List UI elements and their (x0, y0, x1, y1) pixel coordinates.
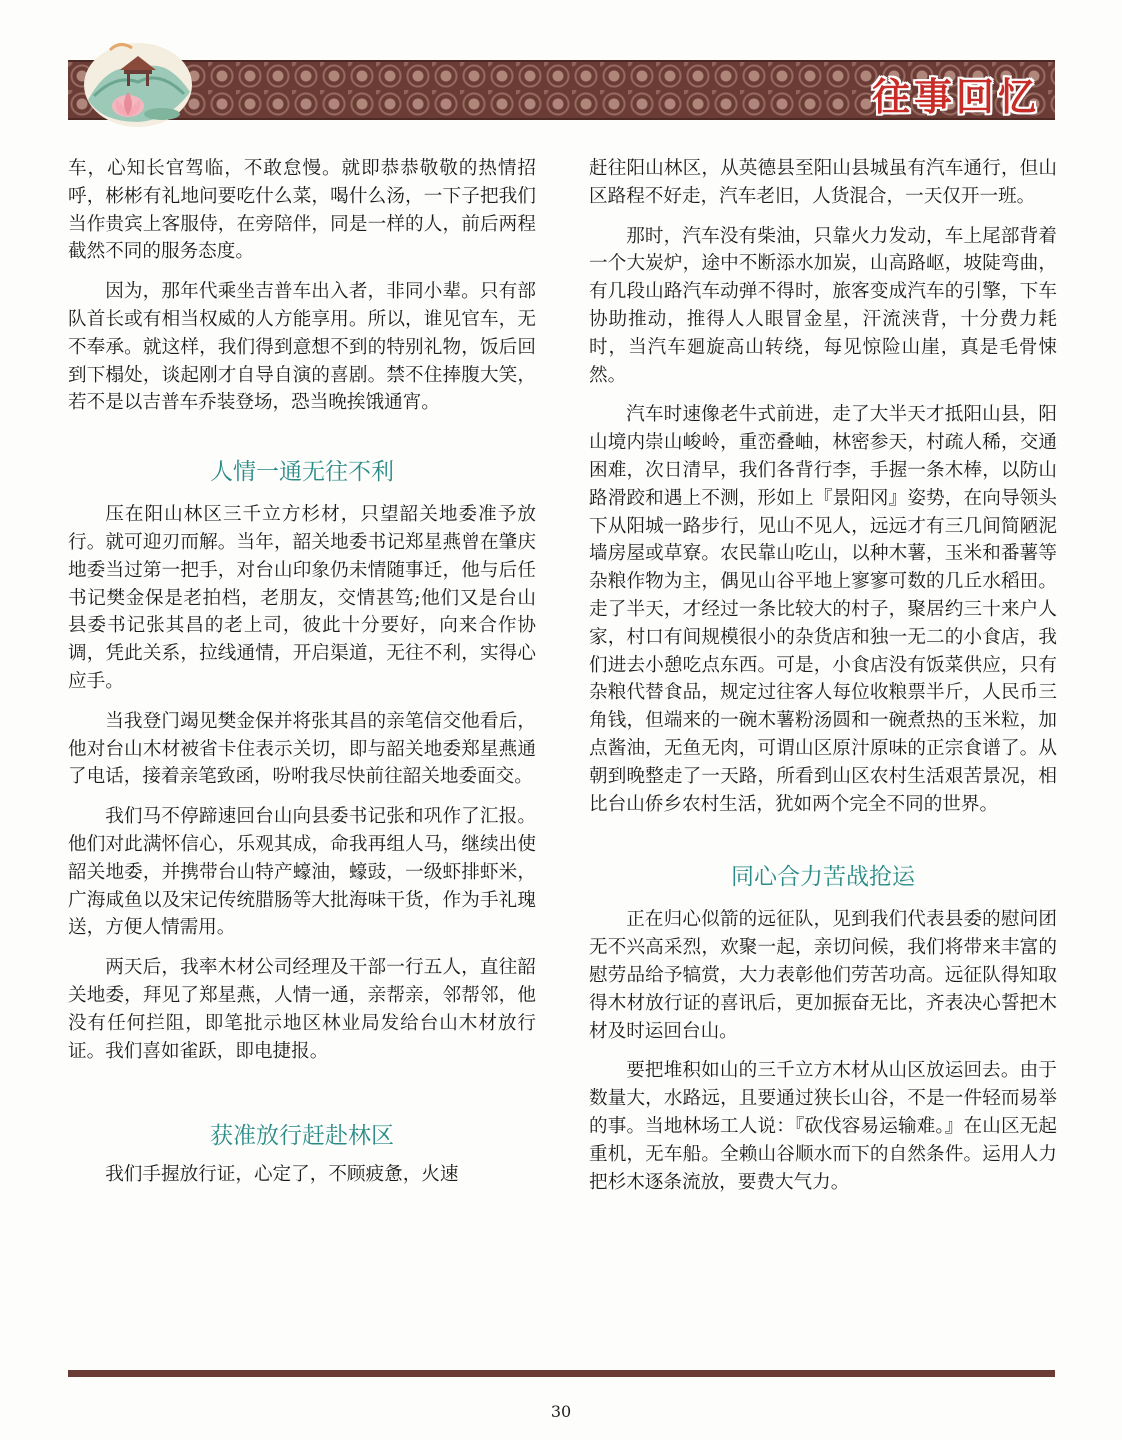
paragraph: 车，心知长官驾临，不敢怠慢。就即恭恭敬敬的热情招呼，彬彬有礼地问要吃什么菜，喝什么汤，一下子把我们当作贵宾上客服侍，在旁陪伴，同是一样的人，前后两程截然不同的服务态度。 (68, 158, 536, 263)
paragraph: 赶往阳山林区，从英德县至阳山县城虽有汽车通行，但山区路程不好走，汽车老旧，人货混合，一天仅开一班。 (589, 158, 1057, 207)
paragraph: 压在阳山林区三千立方杉材，只望韶关地委准予放行。就可迎刃而解。当年，韶关地委书记郑星燕曾在肇庆地委当过第一把手，对台山印象仍未情随事迁，他与后任书记樊金保是老拍档，老朋友，交情甚笃;他们又是台山县委书记张其昌的老上司，彼此十分要好，向来合作协调，凭此关系，拉线通情，开启渠道，无往不利，实得心应手。 (68, 504, 536, 692)
section-heading: 同心合力苦战抢运 (731, 864, 915, 891)
section-title: 往事回忆 (871, 74, 1040, 119)
pavilion-lotus-emblem-icon (80, 30, 196, 130)
paragraph: 正在归心似箭的远征队，见到我们代表县委的慰问团无不兴高采烈，欢聚一起，亲切问候，我们将带来丰富的慰劳品给予犒赏，大力表彰他们劳苦功高。远征队得知取得木材放行证的喜讯后，更加振奋无比，齐表决心誓把木材及时运回台山。 (589, 909, 1057, 1042)
paragraph: 那时，汽车没有柴油，只靠火力发动，车上尾部背着一个大炭炉，途中不断添水加炭，山高路岖，坡陡弯曲，有几段山路汽车动弹不得时，旅客变成汽车的引擎，下车协助推动，推得人人眼冒金星，汗流浃背，十分费力耗时，当汽车廻旋高山转绕，每见惊险山崖，真是毛骨悚然。 (589, 225, 1057, 386)
paragraph: 因为，那年代乘坐吉普车出入者，非同小辈。只有部队首长或有相当权威的人方能享用。所以，谁见官车，无不奉承。就这样，我们得到意想不到的特别礼物，饭后回到下榻处，谈起刚才自导自演的喜剧。禁不住捧腹大笑，若不是以吉普车乔装登场，恐当晚挨饿通宵。 (68, 281, 536, 414)
section-heading: 人情一通无往不利 (210, 459, 394, 486)
paragraph: 要把堆积如山的三千立方木材从山区放运回去。由于数量大，水路远，且要通过狭长山谷，不是一件轻而易举的事。当地林场工人说：『砍伐容易运输难。』在山区无起重机，无车船。全赖山谷顺水而下的自然条件。运用人力把杉木逐条流放，要费大气力。 (589, 1060, 1057, 1193)
footer-rule (68, 1370, 1055, 1377)
paragraph: 汽车时速像老牛式前进，走了大半天才抵阳山县，阳山境内崇山峻岭，重峦叠岫，林密参天，村疏人稀，交通困难，次日清早，我们各背行李，手握一条木棒，以防山路滑跤和遇上不测，形如上『景阳冈』姿势，在向导领头下从阳城一路步行，见山不见人，远远才有三几间简陋泥墙房屋或草寮。农民靠山吃山，以种木薯，玉米和番薯等杂粮作物为主，偶见山谷平地上寥寥可数的几丘水稻田。走了半天，才经过一条比较大的村子，聚居约三十来户人家，村口有间规模很小的杂货店和独一无二的小食店，我们进去小憩吃点东西。可是，小食店没有饭菜供应，只有杂粮代替食品，规定过往客人每位收粮票半斤，人民币三角钱，但端来的一碗木薯粉汤圆和一碗煮热的玉米粒，加点酱油，无鱼无肉，可谓山区原汁原味的正宗食谱了。从朝到晚整走了一天路，所看到山区农村生活艰苦景况，相比台山侨乡农村生活，犹如两个完全不同的世界。 (589, 404, 1057, 815)
page-number: 30 (550, 1402, 572, 1421)
paragraph: 我们马不停蹄速回台山向县委书记张和巩作了汇报。他们对此满怀信心，乐观其成，命我再组人马，继续出使韶关地委，并携带台山特产蠔油，蠔豉，一级虾排虾米，广海咸鱼以及宋记传统腊肠等大批海味干货，作为手礼瑰送，方便人情需用。 (68, 806, 536, 939)
right-column (589, 155, 1057, 1208)
section-heading: 获准放行赶赴林区 (210, 1123, 394, 1150)
paragraph: 我们手握放行证，心定了，不顾疲惫，火速 (105, 1164, 459, 1186)
paragraph: 当我登门竭见樊金保并将张其昌的亲笔信交他看后，他对台山木材被省卡住表示关切，即与韶关地委郑星燕通了电话，接着亲笔致函，吩咐我尽快前往韶关地委面交。 (68, 710, 536, 788)
paragraph: 两天后，我率木材公司经理及干部一行五人，直往韶关地委，拜见了郑星燕，人情一通，亲帮亲，邻帮邻，他没有任何拦阻，即笔批示地区林业局发给台山木材放行证。我们喜如雀跃，即电捷报。 (68, 957, 536, 1062)
left-column (68, 155, 536, 1201)
